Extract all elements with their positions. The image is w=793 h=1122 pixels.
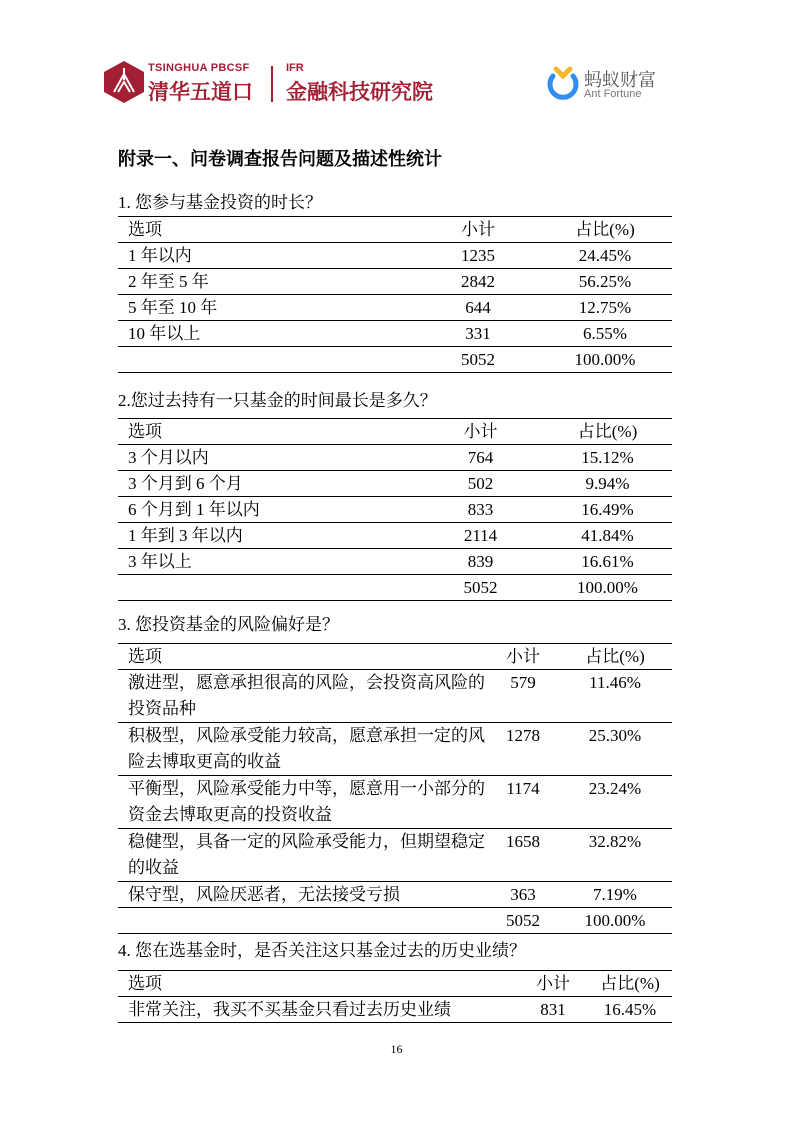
tsinghua-cn-name: 清华五道口 — [148, 80, 253, 104]
table-row — [118, 549, 672, 575]
count-cell: 2842 — [418, 269, 538, 295]
percent-cell: 23.24% — [558, 776, 672, 829]
option-cell: 3 个月到 6 个月 — [118, 471, 418, 497]
table-row — [118, 723, 672, 776]
table-q1 — [118, 216, 672, 373]
percent-cell: 24.45% — [538, 243, 672, 269]
count-cell: 1658 — [488, 829, 558, 882]
count-cell: 小计 — [488, 644, 558, 670]
percent-cell: 7.19% — [558, 882, 672, 908]
option-cell: 5 年至 10 年 — [118, 295, 418, 321]
percent-cell: 9.94% — [543, 471, 672, 497]
option-cell: 1 年以内 — [118, 243, 418, 269]
percent-cell: 占比(%) — [543, 419, 672, 445]
count-cell: 579 — [488, 670, 558, 723]
table-q4 — [118, 970, 672, 1023]
option-cell: 激进型，愿意承担很高的风险，会投资高风险的投资品种 — [118, 670, 488, 723]
table-row — [118, 776, 672, 829]
count-cell: 1278 — [488, 723, 558, 776]
option-cell: 选项 — [118, 419, 418, 445]
percent-cell: 41.84% — [543, 523, 672, 549]
table-header-row — [118, 217, 672, 243]
option-cell: 平衡型，风险承受能力中等，愿意用一小部分的资金去博取更高的投资收益 — [118, 776, 488, 829]
percent-cell: 占比(%) — [588, 971, 672, 997]
option-cell: 稳健型，具备一定的风险承受能力，但期望稳定的收益 — [118, 829, 488, 882]
option-cell: 选项 — [118, 217, 418, 243]
option-cell: 保守型，风险厌恶者，无法接受亏损 — [118, 882, 488, 908]
percent-cell: 11.46% — [558, 670, 672, 723]
count-cell: 5052 — [418, 347, 538, 373]
percent-cell: 12.75% — [538, 295, 672, 321]
option-cell — [118, 347, 418, 373]
ant-fortune-cn-name: 蚂蚁财富 — [584, 70, 656, 91]
table-row — [118, 321, 672, 347]
count-cell: 2114 — [418, 523, 543, 549]
percent-cell: 25.30% — [558, 723, 672, 776]
count-cell: 833 — [418, 497, 543, 523]
percent-cell: 6.55% — [538, 321, 672, 347]
percent-cell: 占比(%) — [558, 644, 672, 670]
table-row — [118, 295, 672, 321]
ifr-en-name: IFR — [286, 62, 304, 74]
header-logos — [100, 60, 700, 110]
logo-divider — [271, 66, 273, 102]
ant-fortune-en-name: Ant Fortune — [584, 88, 642, 100]
percent-cell: 占比(%) — [538, 217, 672, 243]
table-header-row — [118, 971, 672, 997]
table-row — [118, 497, 672, 523]
table-header-row — [118, 419, 672, 445]
table-row — [118, 445, 672, 471]
option-cell: 选项 — [118, 971, 518, 997]
ifr-cn-name: 金融科技研究院 — [286, 80, 433, 104]
percent-cell: 15.12% — [543, 445, 672, 471]
count-cell: 331 — [418, 321, 538, 347]
percent-cell: 16.45% — [588, 997, 672, 1023]
table-row — [118, 908, 672, 934]
table-row — [118, 575, 672, 601]
table-row — [118, 882, 672, 908]
question-2: 2.您过去持有一只基金的时间最长是多久？ — [118, 391, 437, 410]
table-q3 — [118, 643, 672, 934]
count-cell: 小计 — [518, 971, 588, 997]
table-row — [118, 243, 672, 269]
option-cell: 10 年以上 — [118, 321, 418, 347]
option-cell: 3 年以上 — [118, 549, 418, 575]
table-row — [118, 471, 672, 497]
percent-cell: 16.61% — [543, 549, 672, 575]
percent-cell: 100.00% — [538, 347, 672, 373]
appendix-title: 附录一、问卷调查报告问题及描述性统计 — [118, 149, 442, 170]
option-cell: 选项 — [118, 644, 488, 670]
percent-cell: 32.82% — [558, 829, 672, 882]
question-1: 1. 您参与基金投资的时长？ — [118, 193, 322, 212]
table-row — [118, 997, 672, 1023]
count-cell: 1235 — [418, 243, 538, 269]
table-row — [118, 523, 672, 549]
question-3: 3. 您投资基金的风险偏好是？ — [118, 615, 339, 634]
count-cell: 831 — [518, 997, 588, 1023]
option-cell — [118, 575, 418, 601]
table-row — [118, 269, 672, 295]
count-cell: 839 — [418, 549, 543, 575]
count-cell: 502 — [418, 471, 543, 497]
count-cell: 5052 — [418, 575, 543, 601]
page-number: 16 — [390, 1042, 403, 1056]
table-row — [118, 829, 672, 882]
table-header-row — [118, 644, 672, 670]
table-row — [118, 670, 672, 723]
option-cell: 1 年到 3 年以内 — [118, 523, 418, 549]
percent-cell: 100.00% — [543, 575, 672, 601]
percent-cell: 56.25% — [538, 269, 672, 295]
count-cell: 363 — [488, 882, 558, 908]
percent-cell: 16.49% — [543, 497, 672, 523]
tsinghua-en-name: TSINGHUA PBCSF — [148, 62, 250, 74]
option-cell: 6 个月到 1 年以内 — [118, 497, 418, 523]
question-4: 4. 您在选基金时，是否关注这只基金过去的历史业绩？ — [118, 941, 526, 960]
option-cell: 3 个月以内 — [118, 445, 418, 471]
count-cell: 小计 — [418, 419, 543, 445]
option-cell: 2 年至 5 年 — [118, 269, 418, 295]
count-cell: 764 — [418, 445, 543, 471]
table-q2 — [118, 418, 672, 601]
table-row — [118, 347, 672, 373]
option-cell — [118, 908, 488, 934]
count-cell: 1174 — [488, 776, 558, 829]
percent-cell: 100.00% — [558, 908, 672, 934]
option-cell: 积极型，风险承受能力较高，愿意承担一定的风险去博取更高的收益 — [118, 723, 488, 776]
count-cell: 644 — [418, 295, 538, 321]
ant-fortune-logo-icon — [545, 64, 581, 100]
count-cell: 小计 — [418, 217, 538, 243]
count-cell: 5052 — [488, 908, 558, 934]
option-cell: 非常关注，我买不买基金只看过去历史业绩 — [118, 997, 518, 1023]
tsinghua-logo-icon — [102, 60, 146, 104]
